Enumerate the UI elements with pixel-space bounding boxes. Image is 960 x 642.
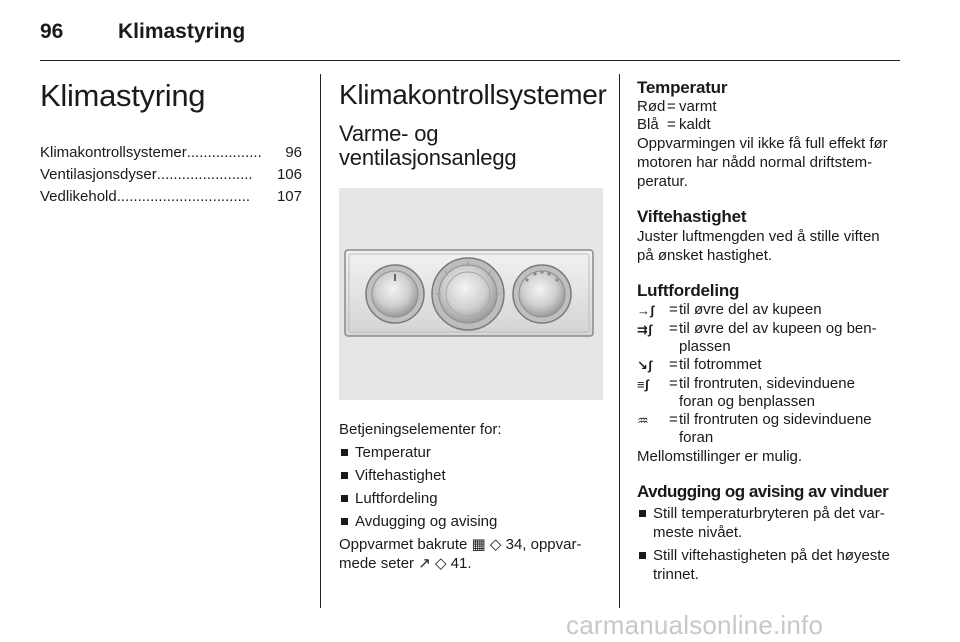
page-header [40,18,900,58]
toc-leader: ....................... [156,166,253,183]
definition-row [637,98,905,116]
list-item [339,443,603,462]
column-divider-2 [619,74,620,608]
note-line: peratur. [637,173,688,190]
list-item-text: Viftehastighet [355,467,446,484]
climate-control-panel-image [339,188,603,400]
distribution-text: til øvre del av kupeen [679,301,822,318]
distribution-text: til frontruten og sidevinduene [679,411,872,428]
note-line: mede seter ↗ ◇ 41. [339,555,472,572]
section-column [339,74,607,573]
distribution-text: til øvre del av kupeen og ben- [679,320,877,337]
definition-equals: = [669,301,678,318]
temperature-note [637,134,905,191]
defrost-windscreen-icon: ♒ [637,413,649,428]
distribution-text: til fotrommet [679,356,762,373]
definition-term: Rød [637,98,666,115]
list-item [339,489,603,508]
distribution-text: foran [679,429,714,446]
definition-equals: = [667,116,676,133]
header-rule [40,60,900,61]
fan-speed-text [637,227,905,265]
bullet-square-icon [341,449,348,456]
distribution-row [637,375,905,411]
distribution-row [637,320,905,356]
fan-speed-heading: Viftehastighet [637,207,747,226]
page-number: 96 [40,20,64,43]
text-line: Juster luftmengden ved å stille viften [637,228,880,245]
chapter-title: Klimastyring [40,78,206,113]
defrost-heading: Avdugging og avising av vinduer [637,482,889,501]
note-line: Oppvarmingen vil ikke få full effekt før [637,135,888,152]
toc-entry[interactable] [40,142,302,164]
figure-caption: Betjeningselementer for: [339,421,502,438]
list-item-text: Avdugging og avising [355,513,498,530]
bullet-square-icon [341,472,348,479]
bullet-square-icon [341,495,348,502]
toc-page: 107 [276,188,302,205]
toc-entry[interactable] [40,164,302,186]
toc-page: 106 [276,166,302,183]
distribution-row [637,411,905,447]
cross-reference-note [339,535,603,573]
temperature-knob [366,265,424,323]
running-title: Klimastyring [118,20,246,43]
distribution-note: Mellomstillinger er mulig. [637,448,803,465]
toc-leader: ................................ [116,188,251,205]
subsection-title-line: Varme- og [339,121,439,146]
list-item-text: Still viftehastigheten på det høyeste [653,547,890,564]
airflow-feet-icon: ↘ʃ [637,358,653,373]
distribution-text: til frontruten, sidevinduene [679,375,855,392]
temperature-heading: Temperatur [637,78,728,97]
toc-page: 96 [285,144,302,161]
list-item [637,504,905,542]
toc-entry[interactable] [40,186,302,208]
note-line: motoren har nådd normal driftstem- [637,154,873,171]
note-line: Oppvarmet bakrute ▦ ◇ 34, oppvar- [339,536,582,553]
watermark: carmanualsonline.info [566,610,824,640]
definition-term: Blå [637,116,659,133]
controls-list [339,443,603,531]
distribution-row [637,301,905,320]
bullet-square-icon [639,552,646,559]
column-divider-1 [320,74,321,608]
list-item-text: Luftfordeling [355,490,438,507]
list-item-text: meste nivået. [653,524,743,541]
air-distribution-knob [432,258,504,330]
definition-equals: = [669,320,678,337]
list-item-text: Still temperaturbryteren på det var- [653,505,885,522]
toc-leader: .................. [186,144,262,161]
list-item-text: Temperatur [355,444,431,461]
definition-desc: varmt [679,98,717,115]
definition-row [637,116,905,134]
airflow-upper-and-feet-icon: ⇉ʃ [637,322,653,337]
defrost-steps [637,504,905,584]
definition-equals: = [669,356,678,373]
chapter-column [40,74,302,208]
subsection-title [339,122,603,170]
toc-label: Vedlikehold [40,188,117,205]
airflow-windscreen-and-feet-icon: ≡ʃ [637,377,649,392]
details-column [637,74,905,588]
definition-equals: = [667,98,676,115]
air-distribution-heading: Luftfordeling [637,281,740,300]
section-title: Klimakontrollsystemer [339,79,607,110]
distribution-text: plassen [679,338,731,355]
toc-label: Klimakontrollsystemer [40,144,187,161]
text-line: på ønsket hastighet. [637,247,773,264]
distribution-text: foran og benplassen [679,393,815,410]
fan-speed-knob [513,265,571,323]
table-of-contents [40,142,302,208]
distribution-row [637,356,905,375]
toc-label: Ventilasjonsdyser [40,166,157,183]
list-item [637,546,905,584]
control-panel-illustration [339,188,603,400]
bullet-square-icon [341,518,348,525]
bullet-square-icon [639,510,646,517]
list-item-text: trinnet. [653,566,699,583]
definition-desc: kaldt [679,116,711,133]
subsection-title-line: ventilasjonsanlegg [339,145,517,170]
list-item [339,466,603,485]
definition-equals: = [669,411,678,428]
definition-equals: = [669,375,678,392]
airflow-upper-icon: →ʃ [637,303,655,318]
list-item [339,512,603,531]
